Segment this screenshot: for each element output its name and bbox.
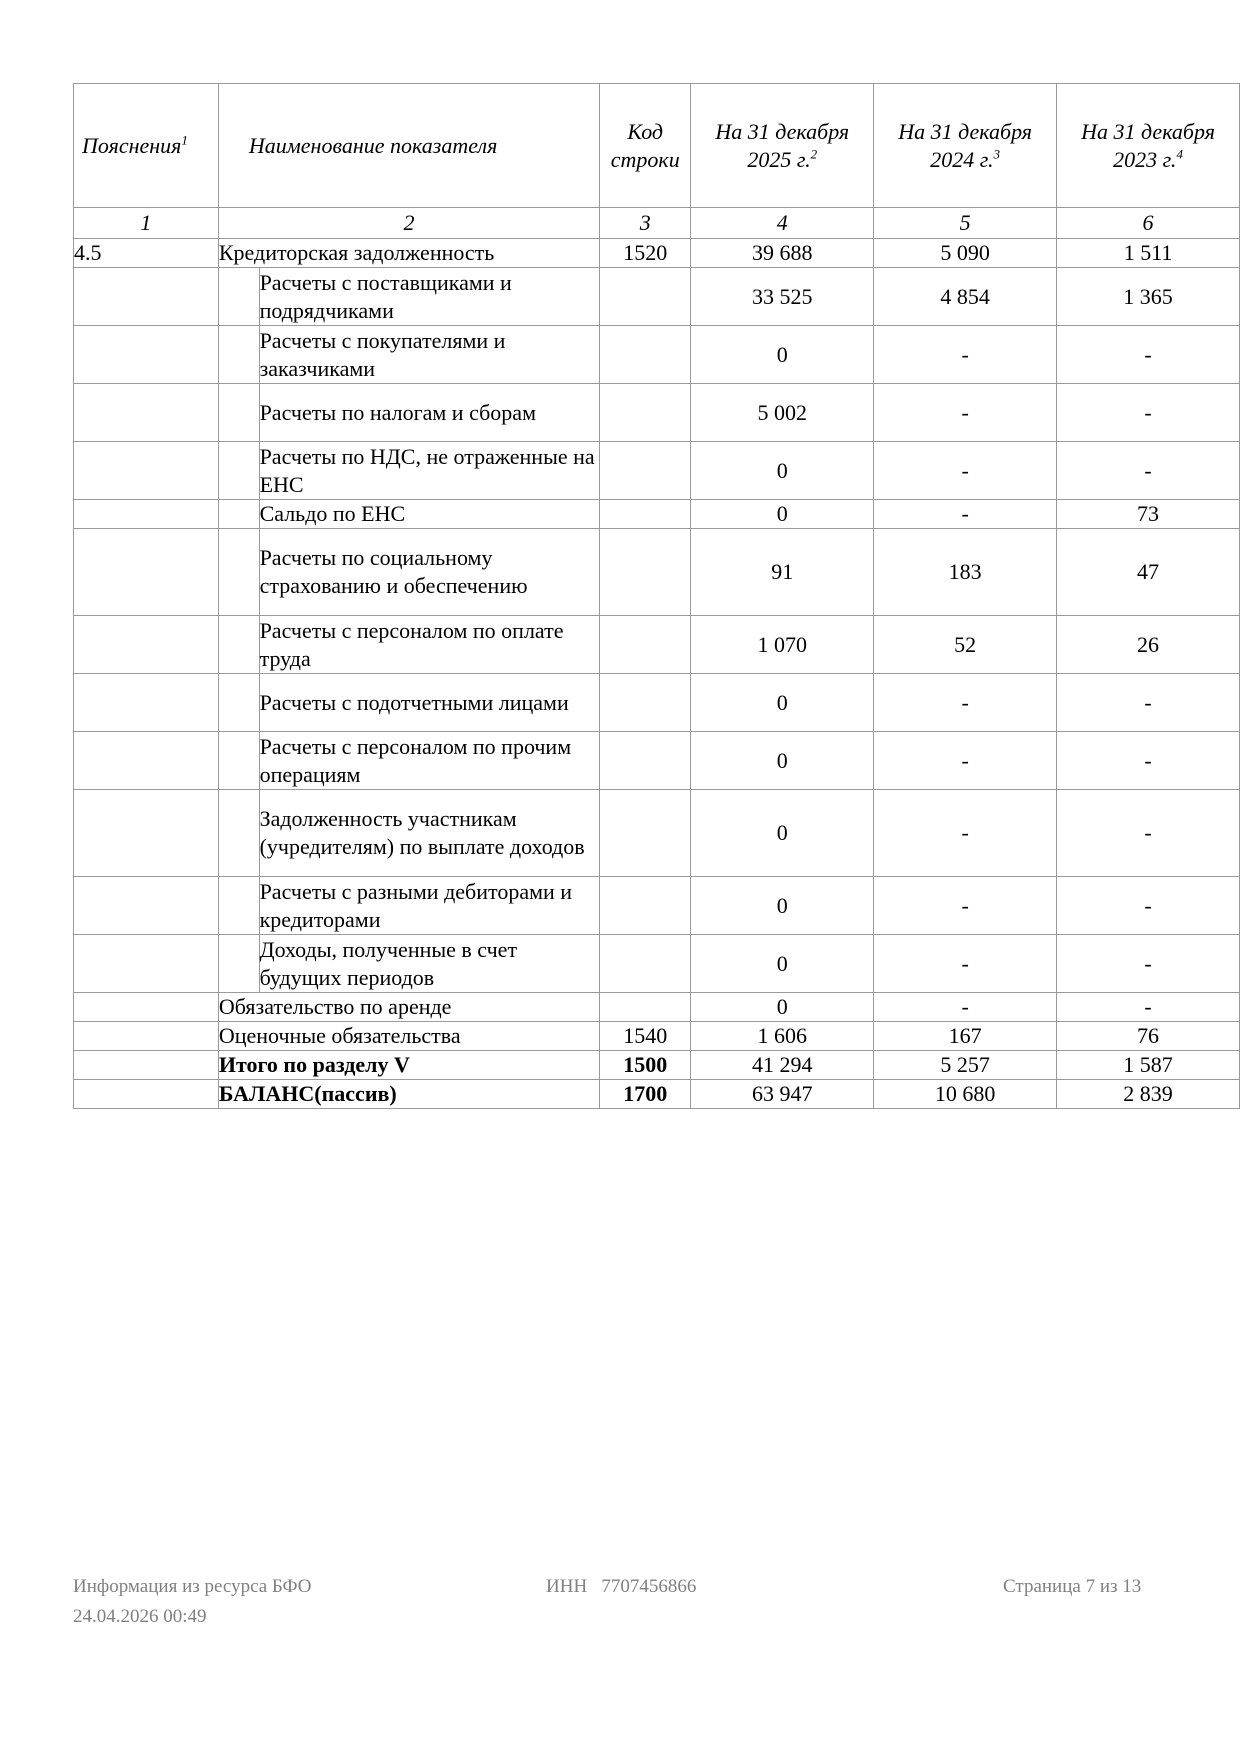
table-row — [74, 935, 1240, 993]
table-row — [74, 442, 1240, 500]
value-2025: 33 525 — [691, 268, 874, 326]
row-note — [74, 877, 219, 935]
row-note — [74, 1051, 219, 1080]
value-2024: 4 854 — [874, 268, 1057, 326]
column-number: 4 — [691, 208, 874, 239]
row-indent — [218, 326, 259, 384]
row-code — [600, 326, 691, 384]
value-2025: 0 — [691, 993, 874, 1022]
table-row — [74, 239, 1240, 268]
table-row-total — [74, 1051, 1240, 1080]
row-indent — [218, 529, 259, 616]
table-row — [74, 1022, 1240, 1051]
value-2024: - — [874, 442, 1057, 500]
value-2024: - — [874, 877, 1057, 935]
table-row-balance — [74, 1080, 1240, 1109]
column-number: 3 — [600, 208, 691, 239]
row-indent — [218, 674, 259, 732]
value-2023: 47 — [1057, 529, 1240, 616]
row-indent — [218, 732, 259, 790]
footer-datetime: 24.04.2026 00:49 — [73, 1606, 207, 1627]
footer-inn-label: ИНН — [546, 1576, 588, 1597]
row-code: 1540 — [600, 1022, 691, 1051]
row-code — [600, 529, 691, 616]
row-name: Расчеты с поставщиками и подрядчиками — [259, 268, 600, 326]
value-2023: 1 365 — [1057, 268, 1240, 326]
row-indent — [218, 384, 259, 442]
value-2023: - — [1057, 326, 1240, 384]
value-2024: - — [874, 500, 1057, 529]
value-2024: 5 090 — [874, 239, 1057, 268]
row-name: Оценочные обязательства — [218, 1022, 599, 1051]
value-2023: - — [1057, 384, 1240, 442]
row-note — [74, 790, 219, 877]
row-note — [74, 993, 219, 1022]
footer-inn — [546, 1574, 696, 1600]
value-2023: 26 — [1057, 616, 1240, 674]
row-note — [74, 1022, 219, 1051]
value-2024: - — [874, 790, 1057, 877]
table-row — [74, 384, 1240, 442]
row-name: Расчеты с разными дебиторами и кредиторами — [259, 877, 600, 935]
row-code — [600, 877, 691, 935]
row-note — [74, 674, 219, 732]
row-code — [600, 268, 691, 326]
value-2023: 76 — [1057, 1022, 1240, 1051]
value-2025: 0 — [691, 877, 874, 935]
value-2023: - — [1057, 674, 1240, 732]
value-2023: 73 — [1057, 500, 1240, 529]
value-2025: 0 — [691, 732, 874, 790]
value-2025: 1 606 — [691, 1022, 874, 1051]
table-row — [74, 877, 1240, 935]
row-indent — [218, 500, 259, 529]
value-2025: 0 — [691, 326, 874, 384]
row-note — [74, 529, 219, 616]
row-note — [74, 384, 219, 442]
table-row — [74, 326, 1240, 384]
value-2023: - — [1057, 732, 1240, 790]
row-indent — [218, 790, 259, 877]
row-note — [74, 1080, 219, 1109]
value-2025: 1 070 — [691, 616, 874, 674]
column-number: 5 — [874, 208, 1057, 239]
value-2024: - — [874, 935, 1057, 993]
row-code — [600, 993, 691, 1022]
row-name: Итого по разделу V — [218, 1051, 599, 1080]
row-name: Расчеты с персоналом по прочим операциям — [259, 732, 600, 790]
row-note — [74, 326, 219, 384]
row-code — [600, 384, 691, 442]
value-2025: 41 294 — [691, 1051, 874, 1080]
row-code — [600, 790, 691, 877]
row-note — [74, 732, 219, 790]
row-name: БАЛАНС(пассив) — [218, 1080, 599, 1109]
value-2024: - — [874, 384, 1057, 442]
row-name: Расчеты с персоналом по оплате труда — [259, 616, 600, 674]
row-note — [74, 500, 219, 529]
value-2024: - — [874, 674, 1057, 732]
row-indent — [218, 935, 259, 993]
value-2023: - — [1057, 993, 1240, 1022]
value-2024: 52 — [874, 616, 1057, 674]
row-code — [600, 732, 691, 790]
row-indent — [218, 442, 259, 500]
value-2023: - — [1057, 935, 1240, 993]
footer-page-number: Страница 7 из 13 — [1003, 1576, 1142, 1597]
value-2025: 0 — [691, 935, 874, 993]
column-number: 2 — [218, 208, 599, 239]
value-2025: 0 — [691, 790, 874, 877]
value-2023: 1 511 — [1057, 239, 1240, 268]
footer-inn-value: 7707456866 — [601, 1576, 697, 1597]
row-code — [600, 500, 691, 529]
row-name: Кредиторская задолженность — [218, 239, 599, 268]
value-2023: 2 839 — [1057, 1080, 1240, 1109]
header-code: Код строки — [600, 84, 691, 208]
row-indent — [218, 268, 259, 326]
value-2025: 0 — [691, 674, 874, 732]
row-code: 1520 — [600, 239, 691, 268]
row-indent — [218, 616, 259, 674]
row-note — [74, 935, 219, 993]
table-row — [74, 674, 1240, 732]
value-2025: 91 — [691, 529, 874, 616]
balance-table — [73, 83, 1240, 1109]
value-2025: 39 688 — [691, 239, 874, 268]
row-name: Расчеты по социальному страхованию и обеспечению — [259, 529, 600, 616]
table-row — [74, 529, 1240, 616]
header-notes: Пояснения$^1$ — [74, 84, 219, 208]
value-2024: 167 — [874, 1022, 1057, 1051]
row-code: 1700 — [600, 1080, 691, 1109]
value-2024: - — [874, 326, 1057, 384]
value-2024: - — [874, 732, 1057, 790]
table-row — [74, 993, 1240, 1022]
table-row — [74, 790, 1240, 877]
value-2024: 5 257 — [874, 1051, 1057, 1080]
row-name: Расчеты с подотчетными лицами — [259, 674, 600, 732]
row-code: 1500 — [600, 1051, 691, 1080]
value-2023: - — [1057, 442, 1240, 500]
row-name: Расчеты по НДС, не отраженные на ЕНС — [259, 442, 600, 500]
row-note — [74, 268, 219, 326]
header-2025: На 31 декабря 2025 г.$^2$ — [691, 84, 874, 208]
value-2024: 10 680 — [874, 1080, 1057, 1109]
value-2023: - — [1057, 877, 1240, 935]
footer-source: Информация из ресурса БФО — [73, 1576, 312, 1597]
row-note: 4.5 — [74, 239, 219, 268]
row-code — [600, 616, 691, 674]
value-2023: 1 587 — [1057, 1051, 1240, 1080]
row-code — [600, 674, 691, 732]
value-2025: 63 947 — [691, 1080, 874, 1109]
header-name: Наименование показателя — [218, 84, 599, 208]
column-number: 1 — [74, 208, 219, 239]
value-2025: 5 002 — [691, 384, 874, 442]
value-2025: 0 — [691, 442, 874, 500]
table-row — [74, 268, 1240, 326]
header-2024: На 31 декабря 2024 г.$^3$ — [874, 84, 1057, 208]
table-row — [74, 732, 1240, 790]
row-note — [74, 442, 219, 500]
row-name: Расчеты с покупателями и заказчиками — [259, 326, 600, 384]
row-name: Доходы, полученные в счет будущих периодов — [259, 935, 600, 993]
value-2024: - — [874, 993, 1057, 1022]
row-name: Обязательство по аренде — [218, 993, 599, 1022]
value-2023: - — [1057, 790, 1240, 877]
row-code — [600, 935, 691, 993]
table-header-row — [74, 84, 1240, 208]
column-numbers-row — [74, 208, 1240, 239]
row-name: Задолженность участникам (учредителям) по выплате доходов — [259, 790, 600, 877]
value-2024: 183 — [874, 529, 1057, 616]
header-2023: На 31 декабря 2023 г.$^4$ — [1057, 84, 1240, 208]
row-note — [74, 616, 219, 674]
row-code — [600, 442, 691, 500]
table-row — [74, 500, 1240, 529]
row-indent — [218, 877, 259, 935]
row-name: Расчеты по налогам и сборам — [259, 384, 600, 442]
column-number: 6 — [1057, 208, 1240, 239]
table-row — [74, 616, 1240, 674]
row-name: Сальдо по ЕНС — [259, 500, 600, 529]
value-2025: 0 — [691, 500, 874, 529]
